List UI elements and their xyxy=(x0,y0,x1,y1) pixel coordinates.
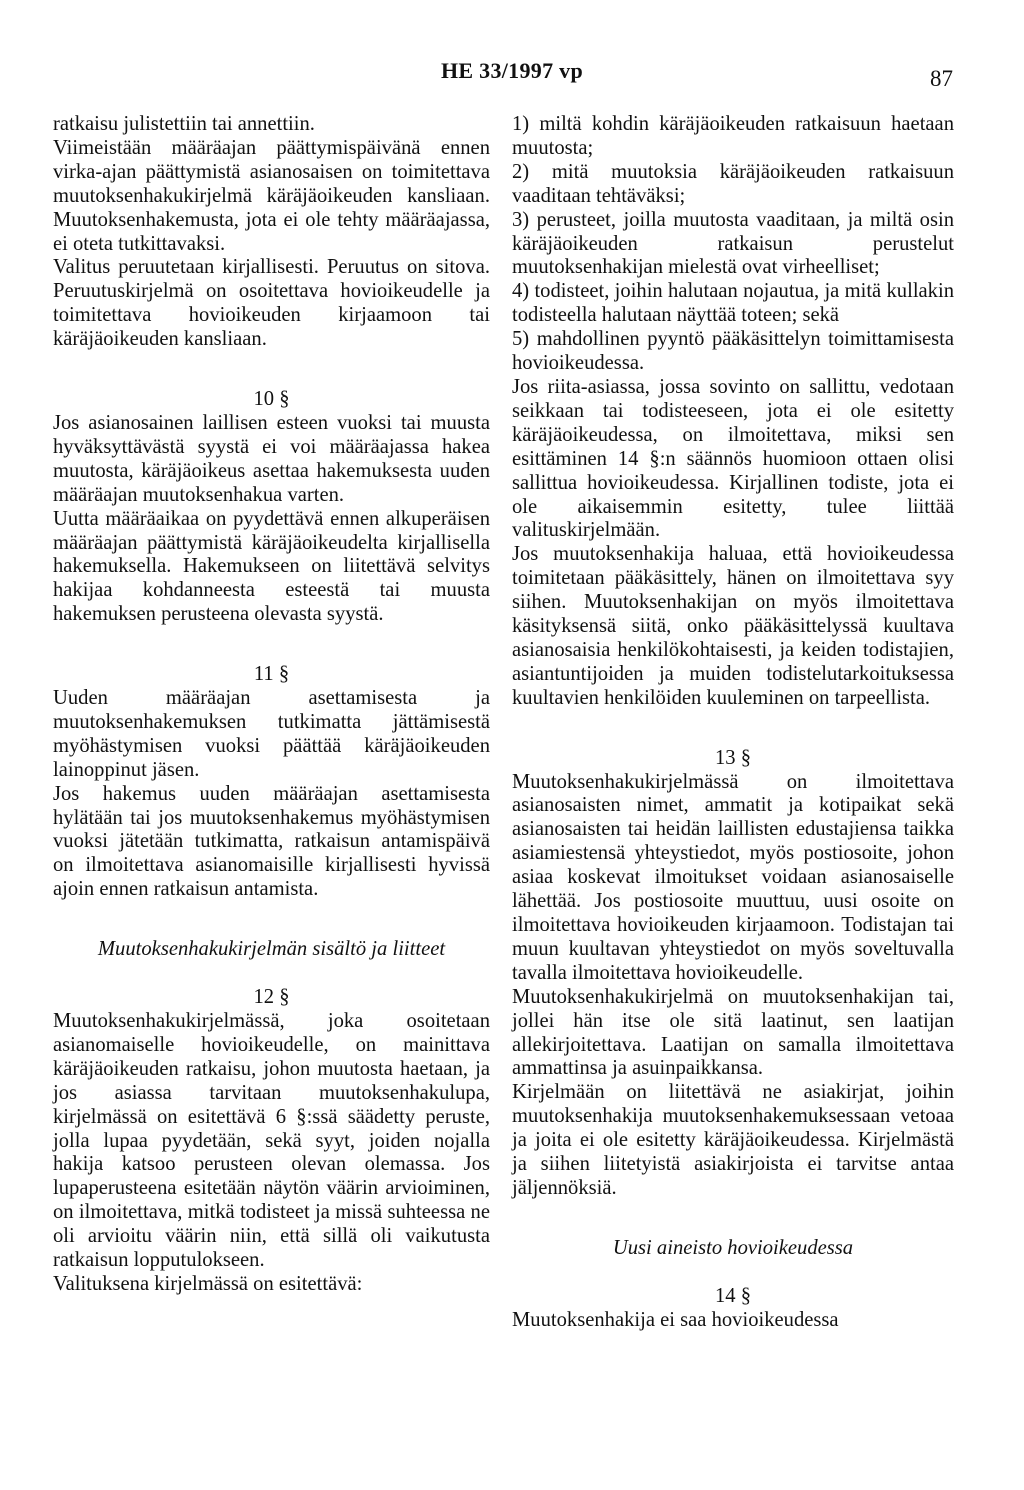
paragraph: Uuden määräajan asettamisesta ja muutoksenhakemuksen tutkimatta jättämisestä myöhästymisen vuoksi päättää käräjäoikeuden lainoppinut jäsen. xyxy=(53,687,490,781)
section-heading-12: 12 § xyxy=(253,986,290,1009)
section-heading-14: 14 § xyxy=(714,1284,752,1307)
chapter-heading: Muutoksenhakukirjelmän sisältö ja liitteet xyxy=(97,938,446,961)
list-item: 4) todisteet, joihin halutaan nojautua, ja mitä kullakin todisteella halutaan näyttää toteen; sekä xyxy=(512,280,954,327)
list-item: 5) mahdollinen pyyntö pääkäsittelyn toimittamisesta hovioikeudessa. xyxy=(512,328,954,375)
paragraph: Jos hakemus uuden määräajan asettamisesta hylätään tai jos muutoksenhakemus myöhästymisen vuoksi jätetään tutkimatta, ratkaisun antamispäivä on ilmoitettava asianomaisille kirjallisesti hyvissä ajoin ennen ratkaisun antamista. xyxy=(53,782,490,901)
chapter-heading: Uusi aineisto hovioikeudessa xyxy=(612,1236,854,1259)
paragraph: Muutoksenhakukirjelmässä, joka osoitetaan asianomaiselle hovioikeudelle, on mainittava käräjäoikeuden ratkaisu, johon muutosta haetaan, ja jos asiassa tarvitaan muutoksenhakulupa, kirjelmässä on esitettävä 6 §:ssä säädetty peruste, jolla lupaa pyydetään, sekä syyt, joiden nojalla hakija katsoo perusteen olevan olemassa. Jos lupaperusteena esitetään näytön väärin arvioiminen, on ilmoitettava, mitkä todisteet ja missä suhteessa ne oli arvioitu väärin niin, että sillä oli vaikutusta ratkaisun lopputulokseen. xyxy=(53,1010,490,1272)
page-number: 87 xyxy=(930,66,953,91)
section-heading-13: 13 § xyxy=(714,746,752,769)
right-column xyxy=(512,113,954,1333)
paragraph: Valitus peruutetaan kirjallisesti. Peruutus on sitova. Peruutuskirjelmä on osoitettava hovioikeudelle ja toimitettava hovioikeuden kirjaamoon tai käräjäoikeuden kansliaan. xyxy=(53,256,490,351)
left-column xyxy=(53,113,490,1297)
section-heading-10: 10 § xyxy=(253,388,290,411)
section-heading-11: 11 § xyxy=(253,663,290,686)
document-reference: HE 33/1997 vp xyxy=(440,58,584,83)
paragraph: Uutta määräaikaa on pyydettävä ennen alkuperäisen määräajan päättymistä käräjäoikeudelta kirjallisella hakemuksella. Hakemukseen on liitettävä selvitys hakijaa kohdanneesta esteestä tai muusta hakemuksen perusteena olevasta syystä. xyxy=(53,507,490,626)
paragraph: Muutoksenhakukirjelmässä on ilmoitettava asianosaisten nimet, ammatit ja kotipaikat sekä asianosaisten tai heidän laillisten edustajiensa taikka asiamiestensä yhteystiedot, myös postiosoite, johon asiaa koskevat ilmoitukset voidaan asianosaiselle lähettää. Jos postiosoite muuttuu, uusi osoite on ilmoitettava hovioikeuden kirjaamoon. Todistajan tai muun kuultavan yhteystiedot on myös soveltuvalla tavalla ilmoitettava hovioikeudelle. xyxy=(512,770,954,984)
paragraph: ratkaisu julistettiin tai annettiin. xyxy=(53,113,315,135)
list-item: 3) perusteet, joilla muutosta vaaditaan, ja miltä osin käräjäoikeuden ratkaisun perustelut muutoksenhakijan mielestä ovat virheelliset; xyxy=(512,208,954,279)
paragraph: Valituksena kirjelmässä on esitettävä: xyxy=(53,1272,363,1295)
paragraph: Muutoksenhakija ei saa hovioikeudessa xyxy=(512,1308,839,1331)
paragraph: Viimeistään määräajan päättymispäivänä ennen virka-ajan päättymistä asianosaisen on toimitettava muutoksenhakukirjelmä käräjäoikeuden kansliaan. Muutoksenhakemusta, jota ei ole tehty määräajassa, ei oteta tutkittavaksi. xyxy=(53,136,490,255)
paragraph: Muutoksenhakukirjelmä on muutoksenhakijan tai, jollei hän itse ole sitä laatinut, sen laatijan allekirjoitettava. Laatijan on samalla ilmoitettava ammattinsa ja asuinpaikkansa. xyxy=(512,985,954,1080)
paragraph: Jos muutoksenhakija haluaa, että hovioikeudessa toimitetaan pääkäsittely, hänen on ilmoitettava syy siihen. Muutoksenhakijan on myös ilmoitettava käsityksensä siitä, onko pääkäsittelyssä kuultava asianosaisia henkilökohtaisesti, ja keiden todistajien, asiantuntijoiden ja muiden todistelutarkoituksessa kuultavien henkilöiden kuuleminen on tarpeellista. xyxy=(512,543,954,709)
paragraph: Jos asianosainen laillisen esteen vuoksi tai muusta hyväksyttävästä syystä ei voi määräajassa hakea muutosta, käräjäoikeus asettaa hakemuksesta uuden määräajan muutoksenhakua varten. xyxy=(53,411,490,506)
paragraph: Jos riita-asiassa, jossa sovinto on sallittu, vedotaan seikkaan tai todisteeseen, jota ei ole esitetty käräjäoikeudessa, on ilmoitettava, miksi sen esittäminen 14 §:n säännös huomioon ottaen olisi sallittua hovioikeudessa. Kirjallinen todiste, jota ei ole aikaisemmin esitetty, tulee liittää valituskirjelmään. xyxy=(512,375,954,542)
paragraph: Kirjelmään on liitettävä ne asiakirjat, joihin muutoksenhakija muutoksenhakemuksessaan vetoaa ja joita ei ole esitetty käräjäoikeudessa. Kirjelmästä ja siihen liitetyistä asiakirjoista ei tarvitse antaa jäljennöksiä. xyxy=(512,1081,954,1199)
list-item: 2) mitä muutoksia käräjäoikeuden ratkaisuun vaaditaan tehtäväksi; xyxy=(512,160,954,207)
list-item: 1) miltä kohdin käräjäoikeuden ratkaisuun haetaan muutosta; xyxy=(512,113,954,159)
